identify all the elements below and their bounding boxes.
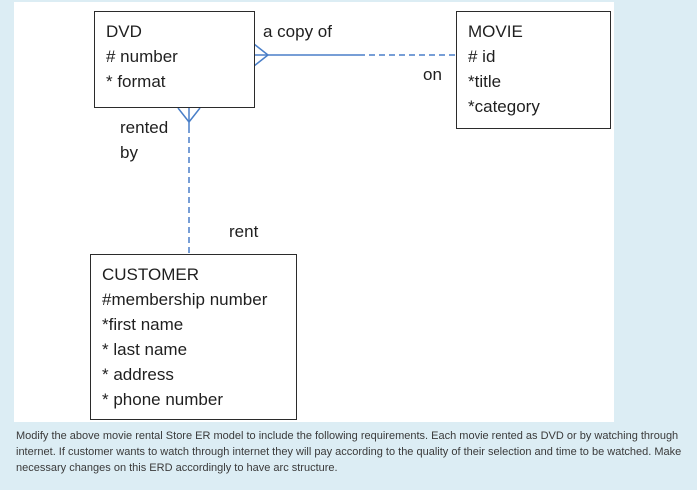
entity-attribute: *title <box>468 72 502 91</box>
entity-attribute: * address <box>102 365 174 384</box>
relationship-label-on: on <box>423 65 442 84</box>
entity-attribute: # id <box>468 47 496 66</box>
entity-attribute: #membership number <box>102 290 268 309</box>
movie-entity <box>456 11 611 129</box>
entity-attribute: * last name <box>102 340 188 359</box>
entity-name: MOVIE <box>468 22 523 41</box>
er-diagram-canvas <box>14 2 614 422</box>
entity-attribute: *category <box>468 97 540 116</box>
entity-attribute: *first name <box>102 315 184 334</box>
customer-entity <box>90 254 297 420</box>
relationship-label-rent: rent <box>229 222 259 241</box>
question-caption: Modify the above movie rental Store ER model to include the following requirements. Each movie rented as DVD or by watching through internet. If customer wants to watch through internet they will pay according to the quality of their selection and time to be watched. Make necessary changes on this ERD accordingly to have arc structure. <box>16 430 682 474</box>
dvd-entity <box>94 11 255 108</box>
entity-attribute: # number <box>106 47 178 66</box>
entity-attribute: * format <box>106 72 166 91</box>
entity-attribute: * phone number <box>102 390 223 409</box>
entity-name: CUSTOMER <box>102 265 199 284</box>
relationship-label-a-copy-of: a copy of <box>263 22 332 41</box>
entity-name: DVD <box>106 22 142 41</box>
relationship-label-rented-by: rented by <box>120 118 169 162</box>
